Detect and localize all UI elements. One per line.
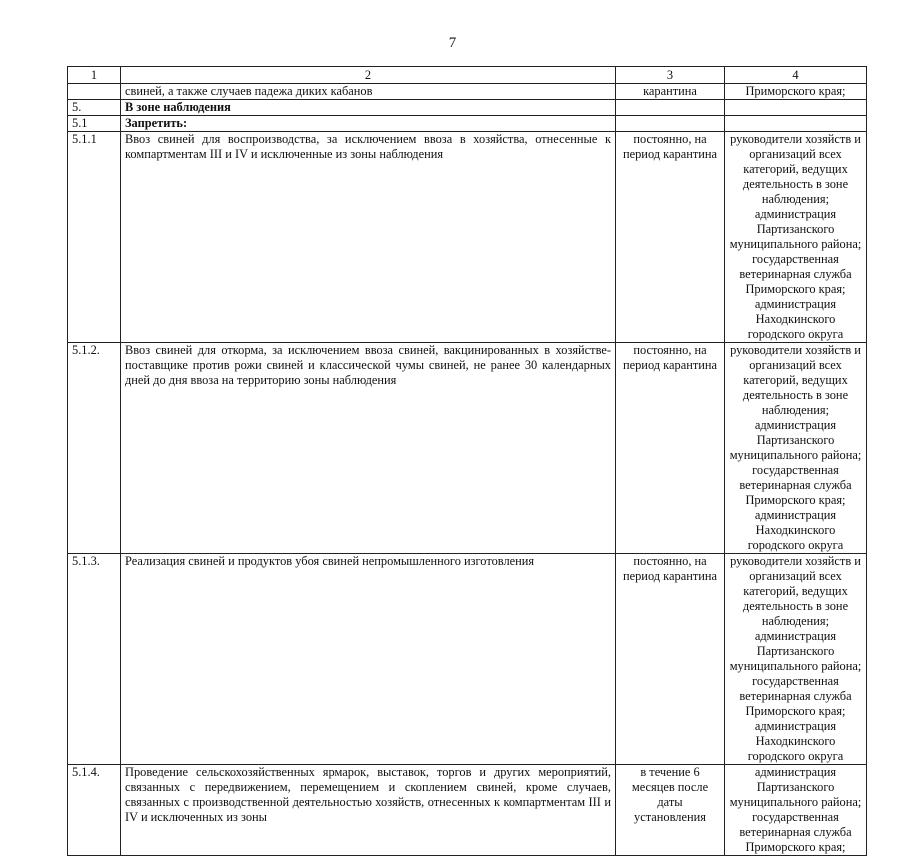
- row-number: 5.1.3.: [68, 554, 121, 765]
- row-number: 5.1.4.: [68, 765, 121, 856]
- row-responsible: руководители хозяйств и организаций всех категорий, ведущих деятельность в зоне наблюдения; администрация Партизанского муниципального района; государственная ветеринарная служба Приморского края; администрация Находкинского городского округа: [725, 343, 867, 554]
- empty-cell: [725, 116, 867, 132]
- row-deadline: в течение 6 месяцев после даты установления: [616, 765, 725, 856]
- subsection-title: Запретить:: [121, 116, 616, 132]
- table-header-row: [68, 67, 867, 84]
- row-responsible: администрация Партизанского муниципального района; государственная ветеринарная служба Приморского края;: [725, 765, 867, 856]
- row-number: 5.1.2.: [68, 343, 121, 554]
- header-col-1: 1: [68, 67, 121, 84]
- row-deadline: постоянно, на период карантина: [616, 343, 725, 554]
- cell-responsible: Приморского края;: [725, 84, 867, 100]
- row-deadline: постоянно, на период карантина: [616, 554, 725, 765]
- empty-cell: [616, 116, 725, 132]
- table-row: [68, 343, 867, 554]
- row-measure: Проведение сельскохозяйственных ярмарок, выставок, торгов и других мероприятий, связанных с передвижением, перемещением и скоплением свиней, кроме случаев, связанных с производственной деятельностью хозяйств, отнесенных к компартментам III и IV и исключенных из зоны: [121, 765, 616, 856]
- header-col-4: 4: [725, 67, 867, 84]
- cell-number: [68, 84, 121, 100]
- row-responsible: руководители хозяйств и организаций всех категорий, ведущих деятельность в зоне наблюдения; администрация Партизанского муниципального района; государственная ветеринарная служба Приморского края; администрация Находкинского городского округа: [725, 554, 867, 765]
- row-measure: Реализация свиней и продуктов убоя свиней непромышленного изготовления: [121, 554, 616, 765]
- cell-measure: свиней, а также случаев падежа диких кабанов: [121, 84, 616, 100]
- subsection-number: 5.1: [68, 116, 121, 132]
- row-deadline: постоянно, на период карантина: [616, 132, 725, 343]
- table-row: [68, 132, 867, 343]
- empty-cell: [616, 100, 725, 116]
- section-number: 5.: [68, 100, 121, 116]
- row-responsible: руководители хозяйств и организаций всех категорий, ведущих деятельность в зоне наблюдения; администрация Партизанского муниципального района; государственная ветеринарная служба Приморского края; администрация Находкинского городского округа: [725, 132, 867, 343]
- row-number: 5.1.1: [68, 132, 121, 343]
- row-measure: Ввоз свиней для откорма, за исключением ввоза свиней, вакцинированных в хозяйстве-поставщике против рожи свиней и классической чумы свиней, не ранее 30 календарных дней до дня ввоза на территорию зоны наблюдения: [121, 343, 616, 554]
- table-row: [68, 554, 867, 765]
- subsection-row: [68, 116, 867, 132]
- section-title: В зоне наблюдения: [121, 100, 616, 116]
- continuation-row: [68, 84, 867, 100]
- page-number: 7: [448, 35, 457, 51]
- cell-deadline: карантина: [616, 84, 725, 100]
- header-col-2: 2: [121, 67, 616, 84]
- header-col-3: 3: [616, 67, 725, 84]
- row-measure: Ввоз свиней для воспроизводства, за исключением ввоза в хозяйства, отнесенные к компартментам III и IV и исключенные из зоны наблюдения: [121, 132, 616, 343]
- table-row: [68, 765, 867, 856]
- empty-cell: [725, 100, 867, 116]
- measures-table: [67, 66, 867, 856]
- section-row: [68, 100, 867, 116]
